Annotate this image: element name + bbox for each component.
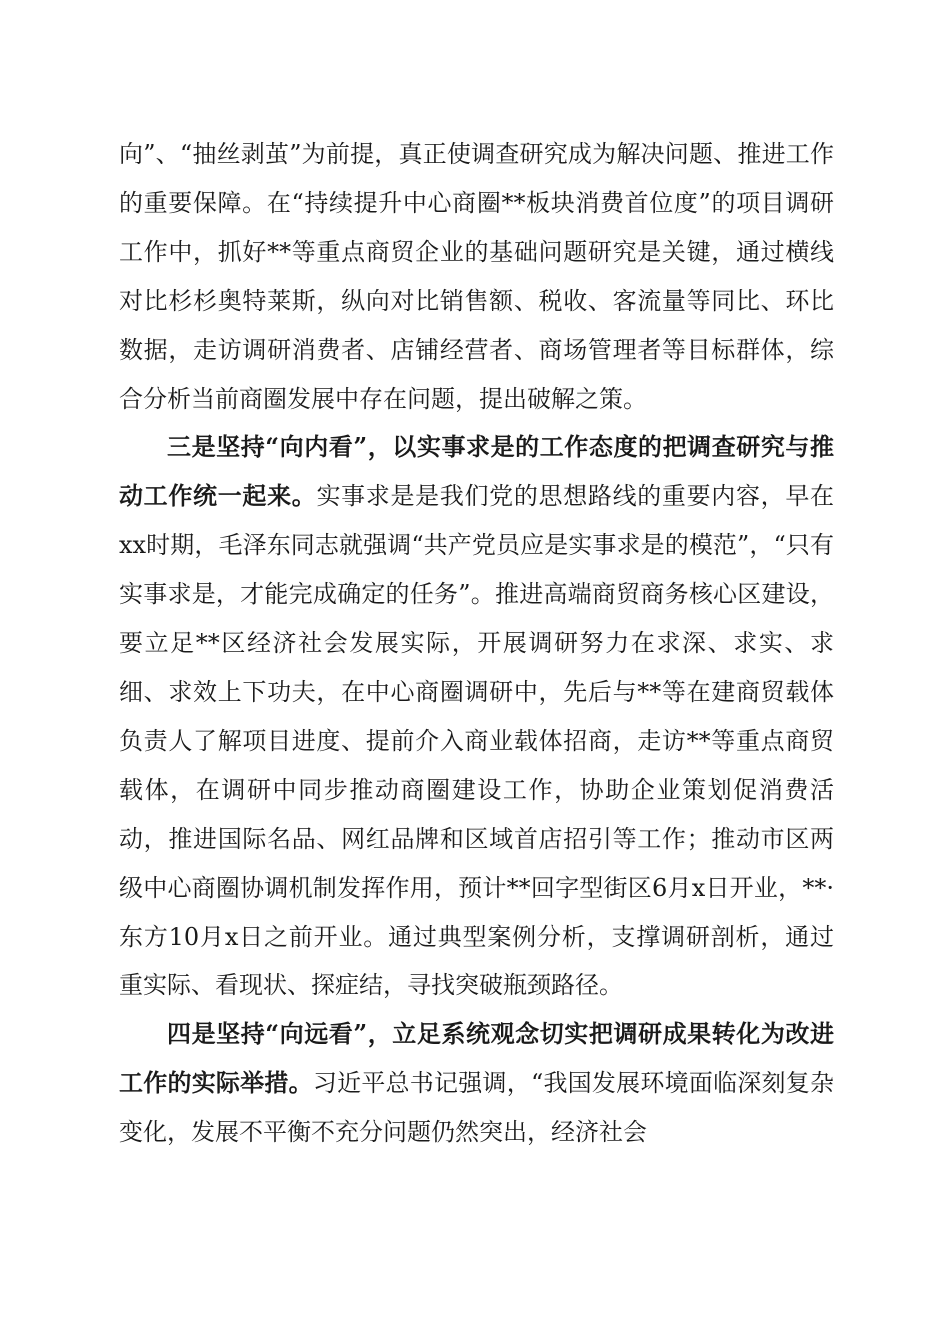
paragraph-body: 实事求是是我们党的思想路线的重要内容，早在xx时期，毛泽东同志就强调“共产党员应是实事求是的模范”，“只有实事求是，才能完成确定的任务”。推进高端商贸商务核心区建设，要立足**区经济社会发展实际，开展调研努力在求深、求实、求细、求效上下功夫，在中心商圈调研中，先后与**等在建商贸载体负责人了解项目进度、提前介入商业载体招商，走访**等重点商贸载体，在调研中同步推动商圈建设工作，协助企业策划促消费活动，推进国际名品、网红品牌和区域首店招引等工作；推动市区两级中心商圈协调机制发挥作用，预计**回字型街区6月x日开业，**·东方10月x日之前开业。通过典型案例分析，支撑调研剖析，通过重实际、看现状、探症结，寻找突破瓶颈路径。 [119, 482, 835, 1000]
paragraph-lead: 三是坚持“向内看”，以实事求是的工作态度的把调查研究与推动工作统一起来。 [119, 432, 834, 511]
paragraph-continuation [119, 130, 834, 423]
document-body [119, 130, 834, 1157]
paragraph-lead: 四是坚持“向远看”，立足系统观念切实把调研成果转化为改进工作的实际举措。 [119, 1019, 834, 1098]
paragraph-point-three [119, 423, 834, 1010]
paragraph-body: 向”、“抽丝剥茧”为前提，真正使调查研究成为解决问题、推进工作的重要保障。在“持续提升中心商圈**板块消费首位度”的项目调研工作中，抓好**等重点商贸企业的基础问题研究是关键，通过横线对比杉杉奥特莱斯，纵向对比销售额、税收、客流量等同比、环比数据，走访调研消费者、店铺经营者、商场管理者等目标群体，综合分析当前商圈发展中存在问题，提出破解之策。 [119, 140, 834, 413]
paragraph-body: 习近平总书记强调，“我国发展环境面临深刻复杂变化，发展不平衡不充分问题仍然突出，经济社会 [119, 1069, 834, 1147]
paragraph-point-four [119, 1010, 834, 1157]
